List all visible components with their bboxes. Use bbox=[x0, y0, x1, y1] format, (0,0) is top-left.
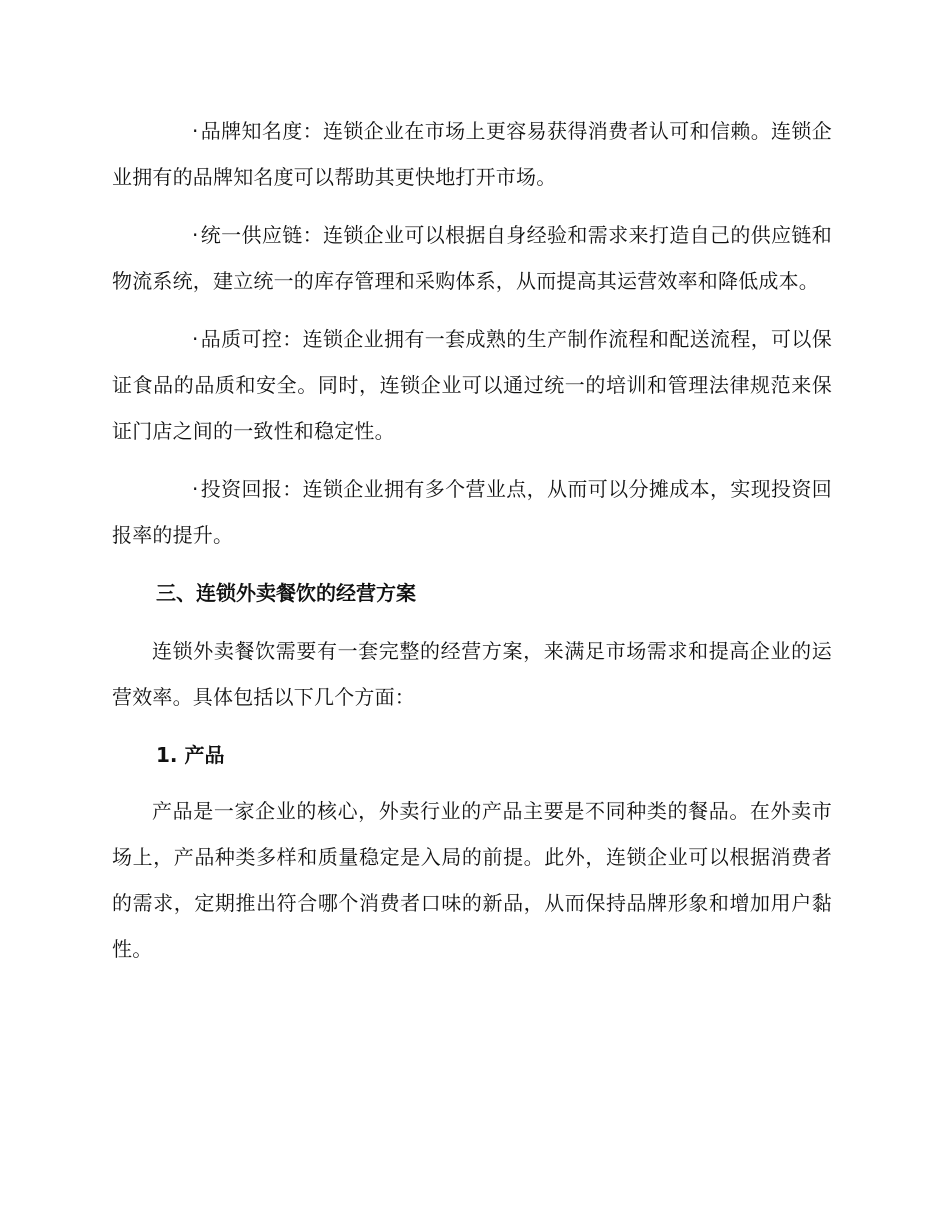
bullet-text: 投资回报：连锁企业拥有多个营业点，从而可以分摊成本，实现投资回报率的提升。 bbox=[112, 477, 832, 547]
bullet-mark: · bbox=[192, 223, 199, 247]
document-body bbox=[112, 108, 832, 984]
bullet-mark: · bbox=[192, 327, 199, 351]
bullet-mark: · bbox=[192, 477, 199, 501]
bullet-paragraph-quality bbox=[112, 316, 832, 454]
bullet-text: 品牌知名度：连锁企业在市场上更容易获得消费者认可和信赖。连锁企业拥有的品牌知名度可以帮助其更快地打开市场。 bbox=[112, 119, 832, 189]
bullet-mark: · bbox=[192, 119, 199, 143]
bullet-paragraph-brand bbox=[112, 108, 832, 200]
bullet-paragraph-investment bbox=[112, 466, 832, 558]
section-intro-paragraph: 连锁外卖餐饮需要有一套完整的经营方案，来满足市场需求和提高企业的运营效率。具体包括以下几个方面： bbox=[112, 639, 832, 709]
sub-heading: 1. 产品 bbox=[156, 743, 225, 767]
bullet-paragraph-supply-chain bbox=[112, 212, 832, 304]
sub-body-paragraph: 产品是一家企业的核心，外卖行业的产品主要是不同种类的餐品。在外卖市场上，产品种类多样和质量稳定是入局的前提。此外，连锁企业可以根据消费者的需求，定期推出符合哪个消费者口味的新品，从而保持品牌形象和增加用户黏性。 bbox=[112, 799, 832, 961]
section-heading: 三、连锁外卖餐饮的经营方案 bbox=[156, 581, 416, 605]
bullet-text: 品质可控：连锁企业拥有一套成熟的生产制作流程和配送流程，可以保证食品的品质和安全。同时，连锁企业可以通过统一的培训和管理法律规范来保证门店之间的一致性和稳定性。 bbox=[112, 327, 832, 443]
bullet-text: 统一供应链：连锁企业可以根据自身经验和需求来打造自己的供应链和物流系统，建立统一的库存管理和采购体系，从而提高其运营效率和降低成本。 bbox=[112, 223, 832, 293]
